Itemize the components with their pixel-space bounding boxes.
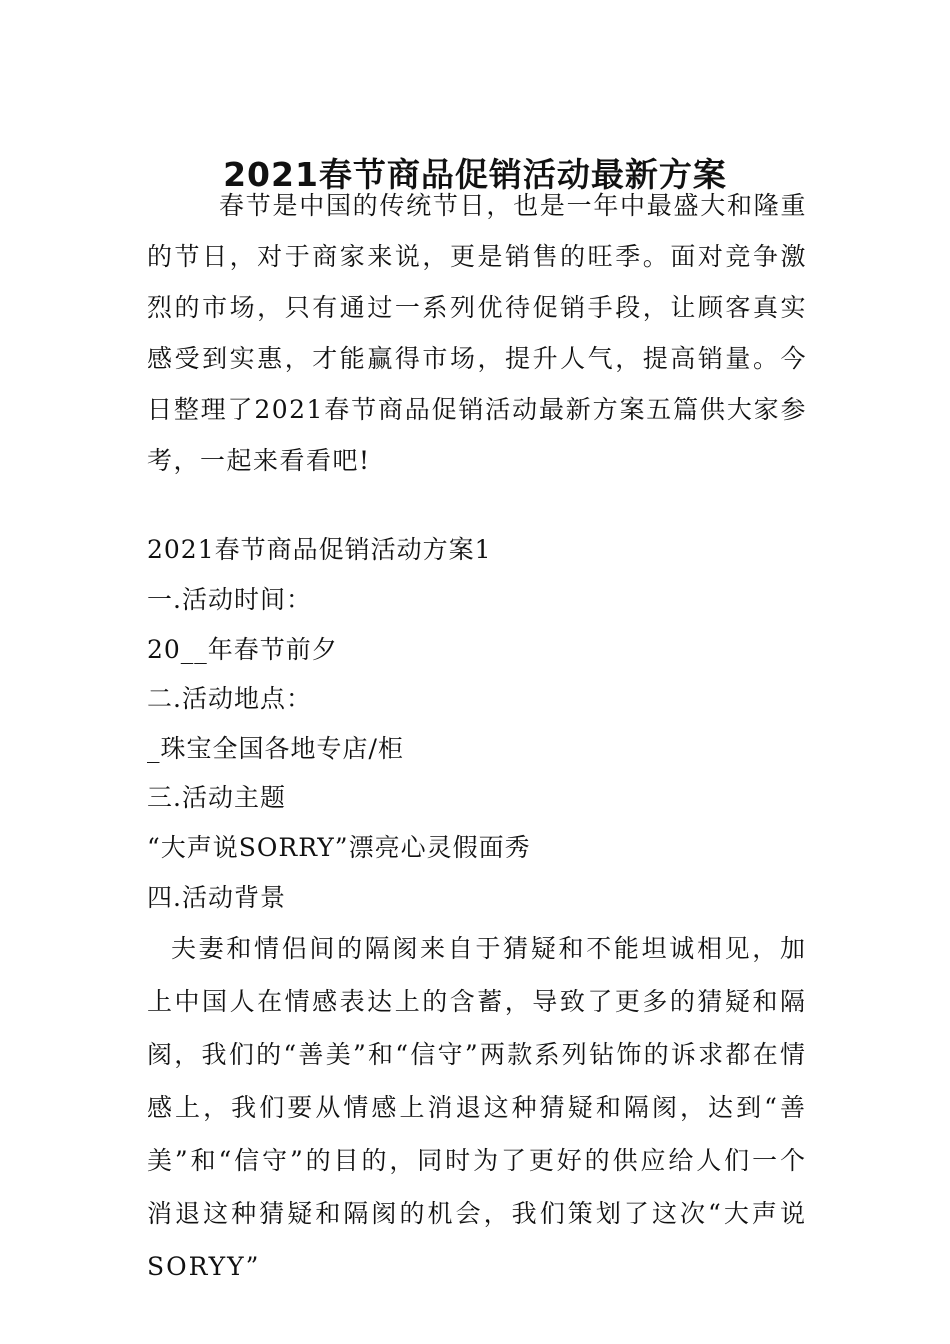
section-heading-plan-1: 2021春节商品促销活动方案1 — [147, 535, 492, 564]
background-paragraph: 夫妻和情侣间的隔阂来自于猜疑和不能坦诚相见，加上中国人在情感表达上的含蓄，导致了更多的猜疑和隔阂，我们的“善美”和“信守”两款系列钻饰的诉求都在情感上，我们要从情感上消退这种猜疑和隔阂，达到“善美”和“信守”的目的，同时为了更好的供应给人们一个消退这种猜疑和隔阂的机会，我们策划了这次“大声说SORYY” — [147, 934, 807, 1281]
intro-paragraph: 春节是中国的传统节日，也是一年中最盛大和隆重的节日，对于商家来说，更是销售的旺季。面对竞争激烈的市场，只有通过一系列优待促销手段，让顾客真实感受到实惠，才能赢得市场，提升人气，提高销量。今日整理了2021春节商品促销活动最新方案五篇供大家参考，一起来看看吧! — [147, 191, 807, 475]
section-heading-time: 一.活动时间： — [147, 585, 312, 614]
document-title: 2021春节商品促销活动最新方案 — [223, 155, 727, 195]
section-heading-background: 四.活动背景 — [147, 883, 286, 912]
section-text-theme: “大声说SORRY”漂亮心灵假面秀 — [147, 833, 531, 862]
section-heading-theme: 三.活动主题 — [147, 783, 286, 812]
section-heading-location: 二.活动地点： — [147, 684, 312, 713]
section-text-time: 20__年春节前夕 — [147, 635, 338, 664]
section-text-location: _珠宝全国各地专店/柜 — [147, 734, 404, 763]
